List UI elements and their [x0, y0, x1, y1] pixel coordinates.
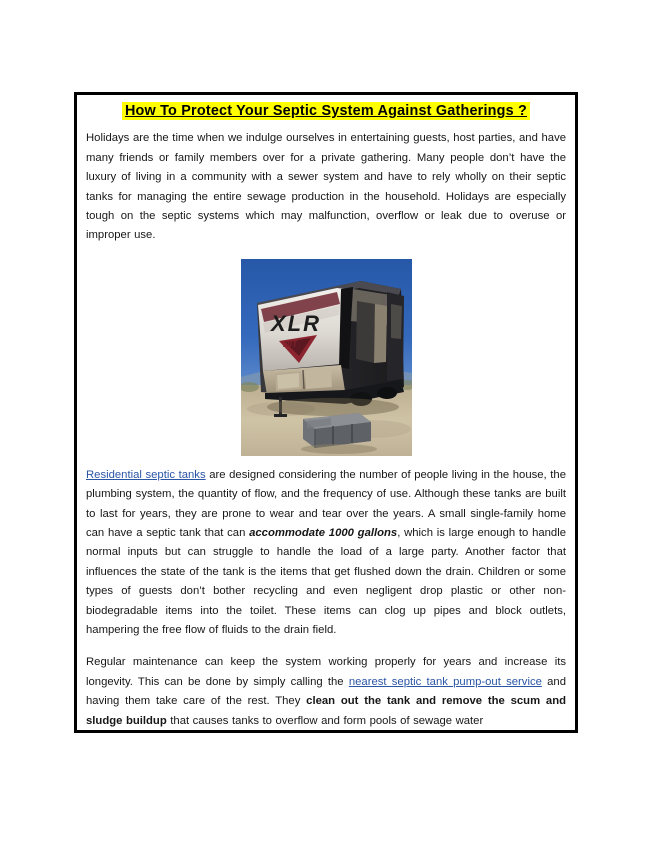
rv-trailer-photo — [241, 259, 412, 456]
paragraph-tank-design — [86, 466, 566, 641]
paragraph-maintenance-part2: and having them take care of the rest. They — [86, 675, 566, 708]
paragraph-maintenance — [86, 653, 566, 731]
link-nearest-septic-tank-pump-out-service[interactable]: nearest septic tank pump-out service — [348, 675, 542, 688]
article-border-box — [74, 92, 578, 733]
link-residential-septic-tanks[interactable]: Residential septic tanks — [86, 468, 206, 481]
article-title-row — [86, 102, 566, 120]
figure-container — [86, 259, 566, 456]
svg-text:NIT: NIT — [282, 338, 297, 349]
paragraph-tank-design-part1: are designed considering the number of people living in the house, the plumbing system, the quantity of flow, and the frequency of use. Although these tanks are built to last for years, they are prone to wear and tear over the years. A small single-family home can have a septic tank that can — [86, 468, 566, 540]
page-title: How To Protect Your Septic System Against Gatherings ? — [122, 102, 530, 120]
emphasis-clean-out-tank: clean out the tank and remove the scum and sludge buildup — [86, 695, 566, 727]
paragraph-maintenance-part3: that causes tanks to overflow and form pools of sewage water — [166, 714, 484, 727]
paragraph-maintenance-part1: Regular maintenance can keep the system working properly for years and increase its longevity. This can be done by simply calling the — [86, 656, 566, 688]
paragraph-intro: Holidays are the time when we indulge ourselves in entertaining guests, host parties, and have many friends or family members over for a private gathering. Many people don’t have the luxury of living in a community with a sewer system and have to rely wholly on their septic tanks for managing the entire sewage production in the household. Holidays are especially tough on the septic systems which may malfunction, overflow or leak due to overuse or improper use. — [86, 132, 566, 242]
emphasis-accommodate-gallons: accommodate 1000 gallons — [249, 527, 398, 540]
svg-text:XLR: XLR — [270, 310, 321, 336]
paragraph-tank-design-part2: , which is large enough to handle normal inputs but can struggle to handle the load of a large party. Another factor that influences the state of the tank is the items that get flushed down the drain. Children or some types of guests don’t bother recycling and even negligent drop plastic or other non-biodegradable items into the toilet. These items can clog up pipes and block outlets, hampering the free flow of fluids to the drain field. — [86, 527, 566, 637]
